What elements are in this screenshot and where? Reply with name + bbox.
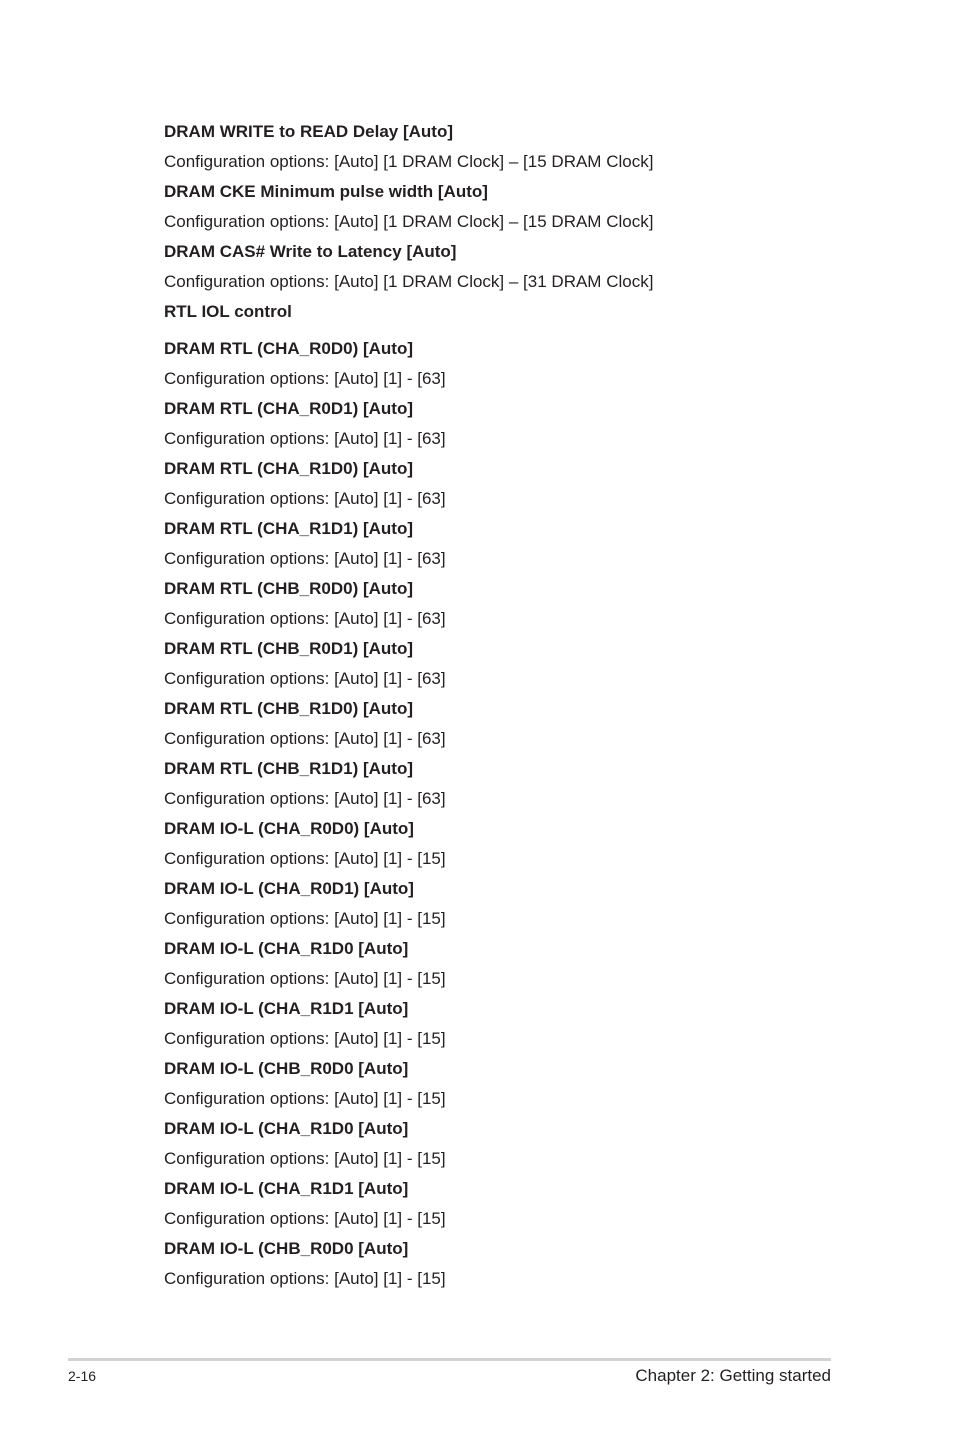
bios-setting-item bbox=[164, 694, 864, 754]
setting-heading: DRAM IO-L (CHA_R0D1) [Auto] bbox=[164, 879, 414, 898]
setting-heading: DRAM RTL (CHA_R1D1) [Auto] bbox=[164, 519, 413, 538]
setting-heading: DRAM IO-L (CHA_R1D1 [Auto] bbox=[164, 999, 409, 1018]
setting-options: Configuration options: [Auto] [1] - [15] bbox=[164, 1209, 446, 1228]
setting-heading: DRAM RTL (CHA_R0D1) [Auto] bbox=[164, 399, 413, 418]
setting-options: Configuration options: [Auto] [1] - [15] bbox=[164, 1149, 446, 1168]
setting-heading: DRAM RTL (CHB_R0D1) [Auto] bbox=[164, 639, 413, 658]
setting-options: Configuration options: [Auto] [1] - [15] bbox=[164, 969, 446, 988]
setting-heading: DRAM RTL (CHA_R1D0) [Auto] bbox=[164, 459, 413, 478]
bios-setting-item bbox=[164, 814, 864, 874]
setting-heading: DRAM RTL (CHB_R0D0) [Auto] bbox=[164, 579, 413, 598]
setting-heading: DRAM IO-L (CHB_R0D0 [Auto] bbox=[164, 1239, 409, 1258]
setting-options: Configuration options: [Auto] [1] - [15] bbox=[164, 1029, 446, 1048]
setting-options: Configuration options: [Auto] [1] - [63] bbox=[164, 729, 446, 748]
setting-options: Configuration options: [Auto] [1] - [63] bbox=[164, 429, 446, 448]
setting-heading: DRAM IO-L (CHB_R0D0 [Auto] bbox=[164, 1059, 409, 1078]
setting-options: Configuration options: [Auto] [1] - [15] bbox=[164, 1089, 446, 1108]
setting-heading: DRAM RTL (CHB_R1D0) [Auto] bbox=[164, 699, 413, 718]
bios-setting-item bbox=[164, 874, 864, 934]
bios-setting-item bbox=[164, 754, 864, 814]
setting-options: Configuration options: [Auto] [1] - [15] bbox=[164, 909, 446, 928]
setting-heading: DRAM IO-L (CHA_R0D0) [Auto] bbox=[164, 819, 414, 838]
rtl-iol-entries bbox=[164, 334, 864, 1294]
setting-heading: DRAM CAS# Write to Latency [Auto] bbox=[164, 242, 457, 261]
bios-setting-item bbox=[164, 237, 864, 297]
chapter-title: Chapter 2: Getting started bbox=[635, 1366, 831, 1385]
bios-setting-item bbox=[164, 454, 864, 514]
setting-options: Configuration options: [Auto] [1] - [63] bbox=[164, 669, 446, 688]
setting-heading: DRAM IO-L (CHA_R1D0 [Auto] bbox=[164, 1119, 409, 1138]
setting-options: Configuration options: [Auto] [1 DRAM Clock] – [15 DRAM Clock] bbox=[164, 152, 654, 171]
bios-setting-item bbox=[164, 574, 864, 634]
setting-heading: DRAM RTL (CHB_R1D1) [Auto] bbox=[164, 759, 413, 778]
bios-setting-item bbox=[164, 1114, 864, 1174]
bios-setting-item bbox=[164, 994, 864, 1054]
page-number: 2-16 bbox=[68, 1368, 97, 1384]
top-entries bbox=[164, 117, 864, 297]
setting-options: Configuration options: [Auto] [1 DRAM Clock] – [31 DRAM Clock] bbox=[164, 272, 654, 291]
setting-options: Configuration options: [Auto] [1 DRAM Clock] – [15 DRAM Clock] bbox=[164, 212, 654, 231]
setting-options: Configuration options: [Auto] [1] - [15] bbox=[164, 1269, 446, 1288]
bios-setting-item bbox=[164, 177, 864, 237]
bios-setting-item bbox=[164, 394, 864, 454]
section-heading: RTL IOL control bbox=[164, 302, 292, 321]
setting-heading: DRAM CKE Minimum pulse width [Auto] bbox=[164, 182, 488, 201]
setting-options: Configuration options: [Auto] [1] - [63] bbox=[164, 609, 446, 628]
setting-heading: DRAM RTL (CHA_R0D0) [Auto] bbox=[164, 339, 413, 358]
setting-options: Configuration options: [Auto] [1] - [15] bbox=[164, 849, 446, 868]
bios-setting-item bbox=[164, 334, 864, 394]
setting-heading: DRAM IO-L (CHA_R1D0 [Auto] bbox=[164, 939, 409, 958]
manual-content bbox=[164, 117, 864, 1294]
setting-heading: DRAM WRITE to READ Delay [Auto] bbox=[164, 122, 453, 141]
bios-setting-item bbox=[164, 514, 864, 574]
bios-setting-item bbox=[164, 1054, 864, 1114]
bios-setting-item bbox=[164, 934, 864, 994]
bios-setting-item bbox=[164, 117, 864, 177]
footer-divider bbox=[68, 1358, 831, 1361]
bios-setting-item bbox=[164, 1174, 864, 1234]
setting-heading: DRAM IO-L (CHA_R1D1 [Auto] bbox=[164, 1179, 409, 1198]
setting-options: Configuration options: [Auto] [1] - [63] bbox=[164, 489, 446, 508]
setting-options: Configuration options: [Auto] [1] - [63] bbox=[164, 549, 446, 568]
bios-setting-item bbox=[164, 1234, 864, 1294]
setting-options: Configuration options: [Auto] [1] - [63] bbox=[164, 789, 446, 808]
setting-options: Configuration options: [Auto] [1] - [63] bbox=[164, 369, 446, 388]
bios-setting-item bbox=[164, 634, 864, 694]
